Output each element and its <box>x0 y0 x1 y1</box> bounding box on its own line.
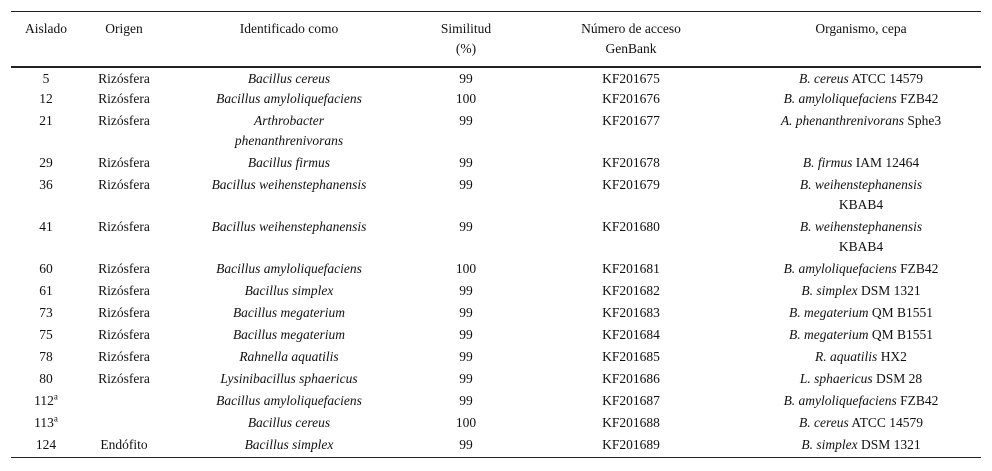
cell-acceso: KF201680 <box>602 219 660 234</box>
header-origen: Origen <box>105 21 143 36</box>
cell-aislado: 36 <box>39 177 53 192</box>
cell-organismo: R. aquatilis HX2 <box>815 349 907 364</box>
cell-organismo: B. simplex DSM 1321 <box>801 283 921 298</box>
cell-identificado: Lysinibacillus sphaericus <box>220 371 358 386</box>
footnote-marker: a <box>53 391 58 402</box>
cell-origen: Rizósfera <box>98 113 150 128</box>
cell-origen: Rizósfera <box>98 71 150 86</box>
table-row <box>11 325 981 347</box>
cell-organismo: B. amyloliquefaciens FZB42 <box>783 91 939 106</box>
table-row <box>11 175 981 217</box>
table-row <box>11 111 981 153</box>
cell-identificado: Bacillus cereus <box>247 415 331 430</box>
cell-organismo: B. cereus ATCC 14579 <box>799 71 923 86</box>
cell-organismo: B. megaterium QM B1551 <box>789 305 933 320</box>
cell-aislado: 61 <box>39 283 53 298</box>
table-body <box>11 67 981 457</box>
cell-identificado: Bacillus cereus <box>247 71 331 86</box>
cell-aislado: 60 <box>39 261 53 276</box>
cell-similitud: 100 <box>455 261 477 276</box>
cell-organismo: B. firmus IAM 12464 <box>802 155 920 170</box>
cell-acceso: KF201679 <box>602 177 660 192</box>
table-row <box>11 347 981 369</box>
cell-similitud: 99 <box>459 393 473 408</box>
cell-origen <box>81 413 167 435</box>
cell-origen: Rizósfera <box>98 91 150 106</box>
cell-aislado: 113$^a$ <box>34 413 58 430</box>
cell-organismo: B. cereus ATCC 14579 <box>799 415 923 430</box>
cell-aislado: 12 <box>39 91 53 106</box>
header-aislado: Aislado <box>25 21 67 36</box>
header-similitud: Similitud (%) <box>440 21 492 56</box>
cell-origen: Rizósfera <box>98 177 150 192</box>
cell-aislado: 124 <box>35 437 57 452</box>
cell-identificado: Bacillus megaterium <box>232 305 346 320</box>
cell-origen: Rizósfera <box>98 327 150 342</box>
cell-similitud: 99 <box>459 155 473 170</box>
cell-organismo: B. amyloliquefaciens FZB42 <box>783 261 939 276</box>
cell-acceso: KF201688 <box>602 415 660 430</box>
cell-similitud: 99 <box>459 113 473 128</box>
cell-similitud: 100 <box>455 91 477 106</box>
cell-acceso: KF201687 <box>602 393 660 408</box>
cell-identificado: Bacillus weihenstephanensis <box>211 219 367 234</box>
cell-origen: Rizósfera <box>98 371 150 386</box>
cell-organismo: B. weihenstephanensis KBAB4 <box>799 177 923 212</box>
cell-origen: Rizósfera <box>98 305 150 320</box>
cell-acceso: KF201681 <box>602 261 660 276</box>
cell-aislado: 75 <box>39 327 53 342</box>
header-row <box>11 12 981 68</box>
table-row <box>11 153 981 175</box>
isolates-table <box>11 11 981 458</box>
cell-origen: Endófito <box>100 437 148 452</box>
cell-identificado: Arthrobacter phenanthrenivorans <box>234 113 344 148</box>
cell-aislado: 73 <box>39 305 53 320</box>
header-identificado: Identificado como <box>239 21 339 36</box>
cell-aislado: 112$^a$ <box>34 391 58 408</box>
table-row <box>11 89 981 111</box>
cell-aislado: 21 <box>39 113 53 128</box>
cell-organismo: L. sphaericus DSM 28 <box>799 371 923 386</box>
cell-aislado: 41 <box>39 219 53 234</box>
table-row <box>11 391 981 413</box>
cell-acceso: KF201685 <box>602 349 660 364</box>
cell-identificado: Bacillus amyloliquefaciens <box>216 91 362 106</box>
cell-similitud: 99 <box>459 327 473 342</box>
table-header <box>11 12 981 68</box>
cell-origen: Rizósfera <box>98 261 150 276</box>
table-row <box>11 217 981 259</box>
cell-organismo: B. amyloliquefaciens FZB42 <box>783 393 939 408</box>
cell-aislado: 78 <box>39 349 53 364</box>
isolates-table-container <box>11 11 981 458</box>
table-row <box>11 259 981 281</box>
table-row <box>11 413 981 435</box>
cell-identificado: Bacillus amyloliquefaciens <box>216 393 362 408</box>
cell-similitud: 99 <box>459 371 473 386</box>
cell-acceso: KF201682 <box>602 283 660 298</box>
cell-identificado: Bacillus simplex <box>244 283 334 298</box>
cell-similitud: 99 <box>459 219 473 234</box>
cell-similitud: 100 <box>455 415 477 430</box>
cell-acceso: KF201686 <box>602 371 660 386</box>
cell-acceso: KF201675 <box>602 71 660 86</box>
cell-identificado: Bacillus amyloliquefaciens <box>216 261 362 276</box>
cell-similitud: 99 <box>459 177 473 192</box>
cell-acceso: KF201676 <box>602 91 660 106</box>
cell-acceso: KF201678 <box>602 155 660 170</box>
header-organismo: Organismo, cepa <box>815 21 907 36</box>
cell-aislado: 5 <box>42 71 50 86</box>
cell-identificado: Rahnella aquatilis <box>239 349 339 364</box>
cell-acceso: KF201683 <box>602 305 660 320</box>
cell-identificado: Bacillus megaterium <box>232 327 346 342</box>
cell-identificado: Bacillus weihenstephanensis <box>211 177 367 192</box>
cell-similitud: 99 <box>459 283 473 298</box>
footnote-marker: a <box>53 413 58 424</box>
cell-origen: Rizósfera <box>98 349 150 364</box>
cell-organismo: B. weihenstephanensis KBAB4 <box>799 219 923 254</box>
table-row <box>11 303 981 325</box>
cell-aislado: 29 <box>39 155 53 170</box>
cell-organismo: A. phenanthrenivorans Sphe3 <box>780 113 942 128</box>
cell-identificado: Bacillus simplex <box>244 437 334 452</box>
cell-organismo: B. simplex DSM 1321 <box>801 437 921 452</box>
cell-origen: Rizósfera <box>98 155 150 170</box>
header-acceso: Número de acceso GenBank <box>581 21 681 56</box>
cell-origen: Rizósfera <box>98 219 150 234</box>
cell-aislado: 80 <box>39 371 53 386</box>
table-row <box>11 435 981 457</box>
cell-acceso: KF201677 <box>602 113 660 128</box>
cell-similitud: 99 <box>459 305 473 320</box>
cell-similitud: 99 <box>459 349 473 364</box>
cell-origen: Rizósfera <box>98 283 150 298</box>
cell-acceso: KF201689 <box>602 437 660 452</box>
cell-origen <box>81 391 167 413</box>
cell-similitud: 99 <box>459 71 473 86</box>
cell-acceso: KF201684 <box>602 327 660 342</box>
table-row <box>11 369 981 391</box>
cell-organismo: B. megaterium QM B1551 <box>789 327 933 342</box>
table-row <box>11 67 981 89</box>
cell-similitud: 99 <box>459 437 473 452</box>
cell-identificado: Bacillus firmus <box>247 155 331 170</box>
table-row <box>11 281 981 303</box>
